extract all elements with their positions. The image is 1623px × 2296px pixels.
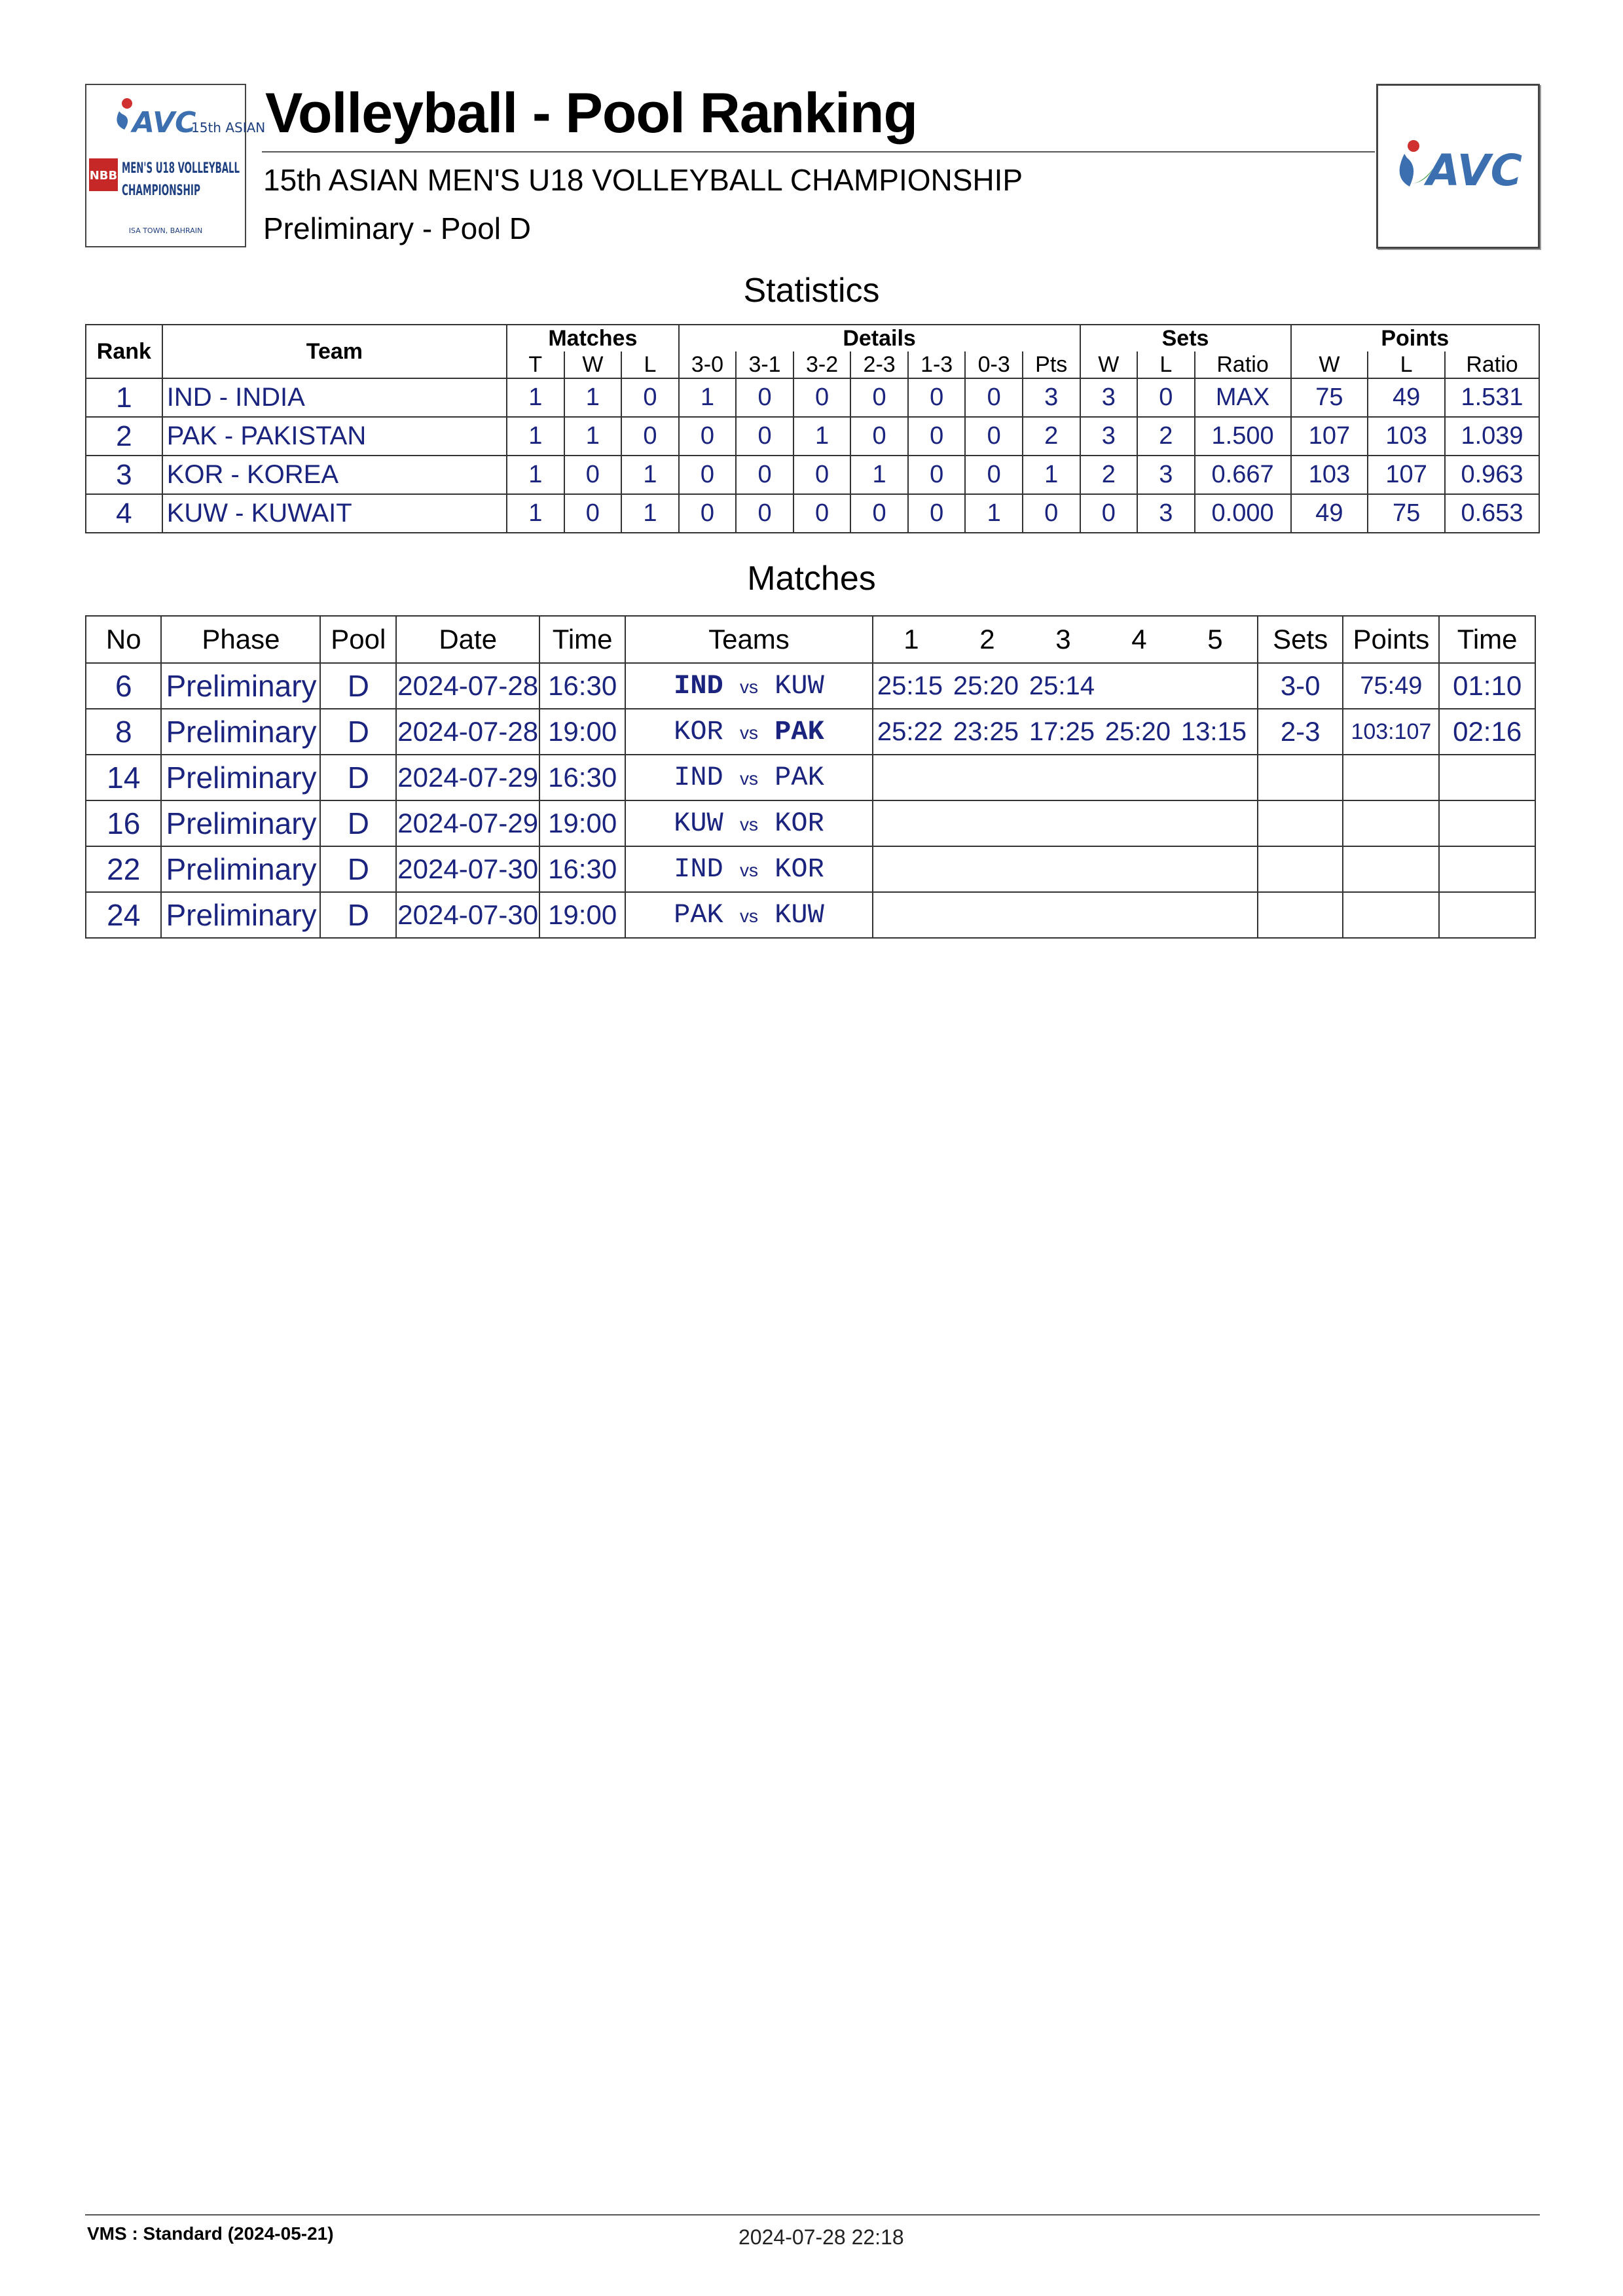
footer-version: VMS : Standard (2024-05-21) xyxy=(87,2223,334,2244)
match-time: 16:30 xyxy=(539,755,625,800)
home-team: IND xyxy=(674,762,723,793)
away-team: PAK xyxy=(775,762,824,793)
match-sets-result xyxy=(1258,800,1343,846)
page-title: Volleyball - Pool Ranking xyxy=(265,82,917,145)
team-cell: PAK - PAKISTAN xyxy=(162,417,507,456)
home-team: PAK xyxy=(674,899,723,931)
match-time: 19:00 xyxy=(539,800,625,846)
stat-cell: 0 xyxy=(736,494,793,533)
team-cell: KUW - KUWAIT xyxy=(162,494,507,533)
stat-cell: 0 xyxy=(1137,378,1195,417)
vs-label: vs xyxy=(739,768,758,789)
match-row xyxy=(86,800,1535,846)
svg-text:ISA TOWN, BAHRAIN: ISA TOWN, BAHRAIN xyxy=(128,226,203,235)
subheader-cell: W xyxy=(564,351,622,378)
set-score: 13:15 xyxy=(1180,717,1247,746)
stat-cell: 0 xyxy=(621,417,679,456)
match-time: 19:00 xyxy=(539,892,625,938)
svg-text:CHAMPIONSHIP: CHAMPIONSHIP xyxy=(122,183,200,199)
match-row xyxy=(86,892,1535,938)
subheader-cell: L xyxy=(1368,351,1445,378)
stat-cell: 3 xyxy=(1023,378,1080,417)
stat-cell: 0 xyxy=(736,456,793,494)
stat-cell: 0 xyxy=(679,494,737,533)
avc-logo xyxy=(1376,84,1540,249)
match-phase: Preliminary xyxy=(161,755,320,800)
match-teams xyxy=(625,663,873,709)
stat-cell: 0 xyxy=(679,456,737,494)
match-points-result xyxy=(1343,800,1439,846)
stat-cell: 0 xyxy=(850,494,908,533)
stat-cell: 1 xyxy=(965,494,1023,533)
match-sets-result: 2-3 xyxy=(1258,709,1343,755)
stat-cell: 1 xyxy=(621,494,679,533)
stat-cell: 2 xyxy=(1080,456,1138,494)
match-teams xyxy=(625,755,873,800)
stat-cell: 3 xyxy=(1137,456,1195,494)
svg-text:MEN'S U18 VOLLEYBALL: MEN'S U18 VOLLEYBALL xyxy=(122,160,240,177)
match-date: 2024-07-30 xyxy=(396,892,539,938)
subheader-cell: Ratio xyxy=(1445,351,1539,378)
match-date: 2024-07-29 xyxy=(396,755,539,800)
stat-cell: 107 xyxy=(1368,456,1445,494)
footer-divider xyxy=(85,2214,1540,2215)
header-points-result: Points xyxy=(1343,616,1439,663)
header-matches: Matches xyxy=(507,325,679,351)
match-row xyxy=(86,755,1535,800)
home-team: IND xyxy=(674,670,723,702)
statistics-table xyxy=(85,324,1540,533)
stat-cell: 75 xyxy=(1368,494,1445,533)
subheader-cell: L xyxy=(621,351,679,378)
stat-cell: 1 xyxy=(507,494,564,533)
subheader-cell: 0-3 xyxy=(965,351,1023,378)
set-score: 25:20 xyxy=(953,671,1019,700)
match-points-result xyxy=(1343,892,1439,938)
away-team: KOR xyxy=(775,808,824,839)
subheader-cell: 2-3 xyxy=(850,351,908,378)
stat-cell: 1.500 xyxy=(1195,417,1291,456)
subheader-cell: Pts xyxy=(1023,351,1080,378)
title-divider xyxy=(262,151,1375,152)
set-score: 25:14 xyxy=(1029,671,1095,700)
header-sets-result: Sets xyxy=(1258,616,1343,663)
stat-cell: 0.000 xyxy=(1195,494,1291,533)
header-points: Points xyxy=(1291,325,1539,351)
standings-row xyxy=(86,494,1539,533)
set-scores xyxy=(873,800,1258,846)
stat-cell: 0 xyxy=(679,417,737,456)
team-cell: IND - INDIA xyxy=(162,378,507,417)
stat-cell: 3 xyxy=(1080,378,1138,417)
stat-cell: 0 xyxy=(965,378,1023,417)
stat-cell: 0 xyxy=(965,456,1023,494)
rank-cell: 2 xyxy=(86,417,162,456)
match-time: 16:30 xyxy=(539,846,625,892)
match-duration xyxy=(1439,755,1535,800)
match-sets-result xyxy=(1258,892,1343,938)
match-sets-result xyxy=(1258,846,1343,892)
stat-cell: 1 xyxy=(564,417,622,456)
stat-cell: 49 xyxy=(1291,494,1368,533)
header-rank: Rank xyxy=(86,325,162,378)
stat-cell: 1 xyxy=(507,417,564,456)
subheader-cell: W xyxy=(1291,351,1368,378)
match-duration: 01:10 xyxy=(1439,663,1535,709)
stat-cell: 1 xyxy=(507,378,564,417)
standings-row xyxy=(86,417,1539,456)
footer-timestamp: 2024-07-28 22:18 xyxy=(739,2225,904,2249)
match-sets-result: 3-0 xyxy=(1258,663,1343,709)
subheader-cell: 1-3 xyxy=(908,351,966,378)
match-duration: 02:16 xyxy=(1439,709,1535,755)
stat-cell: 0.667 xyxy=(1195,456,1291,494)
matches-title: Matches xyxy=(747,560,876,598)
match-phase: Preliminary xyxy=(161,800,320,846)
set-score: 23:25 xyxy=(953,717,1019,746)
championship-logo xyxy=(85,84,266,247)
championship-name: 15th ASIAN MEN'S U18 VOLLEYBALL CHAMPIONSHIP xyxy=(263,163,1023,197)
match-phase: Preliminary xyxy=(161,709,320,755)
header-duration: Time xyxy=(1439,616,1535,663)
match-duration xyxy=(1439,846,1535,892)
vs-label: vs xyxy=(739,860,758,880)
match-number: 16 xyxy=(86,800,161,846)
match-pool: D xyxy=(320,846,396,892)
match-pool: D xyxy=(320,663,396,709)
standings-row xyxy=(86,456,1539,494)
stat-cell: 1 xyxy=(850,456,908,494)
stat-cell: 1 xyxy=(621,456,679,494)
match-phase: Preliminary xyxy=(161,846,320,892)
stat-cell: 0 xyxy=(793,456,851,494)
header-set-2: 2 xyxy=(979,624,995,655)
match-row xyxy=(86,846,1535,892)
stat-cell: 103 xyxy=(1291,456,1368,494)
match-number: 24 xyxy=(86,892,161,938)
away-team: KUW xyxy=(775,899,824,931)
pool-phase: Preliminary - Pool D xyxy=(263,211,531,245)
stat-cell: 1 xyxy=(679,378,737,417)
stat-cell: 0 xyxy=(850,417,908,456)
stat-cell: 0 xyxy=(736,417,793,456)
stat-cell: 0.653 xyxy=(1445,494,1539,533)
stat-cell: 1 xyxy=(507,456,564,494)
set-scores xyxy=(873,709,1258,755)
match-date: 2024-07-29 xyxy=(396,800,539,846)
set-scores xyxy=(873,846,1258,892)
match-teams xyxy=(625,846,873,892)
stat-cell: 103 xyxy=(1368,417,1445,456)
match-date: 2024-07-28 xyxy=(396,709,539,755)
match-row xyxy=(86,709,1535,755)
header-pool: Pool xyxy=(320,616,396,663)
match-pool: D xyxy=(320,709,396,755)
stat-cell: 0 xyxy=(793,494,851,533)
header-date: Date xyxy=(396,616,539,663)
matches-table xyxy=(85,615,1536,939)
match-duration xyxy=(1439,892,1535,938)
set-score: 25:20 xyxy=(1104,717,1171,746)
match-number: 6 xyxy=(86,663,161,709)
set-score: 25:15 xyxy=(877,671,943,700)
match-pool: D xyxy=(320,755,396,800)
set-score: 17:25 xyxy=(1029,717,1095,746)
match-time: 19:00 xyxy=(539,709,625,755)
stat-cell: 0 xyxy=(908,494,966,533)
match-pool: D xyxy=(320,892,396,938)
match-teams xyxy=(625,800,873,846)
header-details: Details xyxy=(679,325,1080,351)
match-number: 22 xyxy=(86,846,161,892)
set-scores xyxy=(873,892,1258,938)
match-time: 16:30 xyxy=(539,663,625,709)
header-set-4: 4 xyxy=(1131,624,1147,655)
stat-cell: 1 xyxy=(1023,456,1080,494)
match-number: 8 xyxy=(86,709,161,755)
stat-cell: 0 xyxy=(736,378,793,417)
match-pool: D xyxy=(320,800,396,846)
subheader-cell: 3-2 xyxy=(793,351,851,378)
match-phase: Preliminary xyxy=(161,892,320,938)
home-team: IND xyxy=(674,853,723,885)
header-set-1: 1 xyxy=(903,624,919,655)
subheader-cell: L xyxy=(1137,351,1195,378)
vs-label: vs xyxy=(739,677,758,697)
match-duration xyxy=(1439,800,1535,846)
header-no: No xyxy=(86,616,161,663)
match-sets-result xyxy=(1258,755,1343,800)
matches-header-row xyxy=(86,616,1535,663)
header-time: Time xyxy=(539,616,625,663)
stat-cell: 0 xyxy=(908,456,966,494)
logo-avc-text: AVC xyxy=(132,106,196,139)
stat-cell: 0 xyxy=(621,378,679,417)
header-sets: Sets xyxy=(1080,325,1291,351)
stat-cell: 1.531 xyxy=(1445,378,1539,417)
match-date: 2024-07-30 xyxy=(396,846,539,892)
match-date: 2024-07-28 xyxy=(396,663,539,709)
standings-row xyxy=(86,378,1539,417)
subheader-cell: W xyxy=(1080,351,1138,378)
avc-logo-text: AVC xyxy=(1427,145,1523,196)
set-score: 25:22 xyxy=(877,717,943,746)
stat-cell: 1.039 xyxy=(1445,417,1539,456)
stat-cell: 75 xyxy=(1291,378,1368,417)
stat-cell: 107 xyxy=(1291,417,1368,456)
match-points-result xyxy=(1343,755,1439,800)
stat-cell: 1 xyxy=(564,378,622,417)
rank-cell: 1 xyxy=(86,378,162,417)
home-team: KOR xyxy=(674,716,723,747)
statistics-group-header xyxy=(86,325,1539,351)
subheader-cell: 3-0 xyxy=(679,351,737,378)
header-phase: Phase xyxy=(161,616,320,663)
stat-cell: 2 xyxy=(1023,417,1080,456)
stat-cell: 2 xyxy=(1137,417,1195,456)
stat-cell: 3 xyxy=(1137,494,1195,533)
match-number: 14 xyxy=(86,755,161,800)
vs-label: vs xyxy=(739,906,758,926)
away-team: KOR xyxy=(775,853,824,885)
header-set-5: 5 xyxy=(1207,624,1223,655)
rank-cell: 4 xyxy=(86,494,162,533)
subheader-cell: Ratio xyxy=(1195,351,1291,378)
statistics-title: Statistics xyxy=(743,272,880,310)
header-set-3: 3 xyxy=(1055,624,1071,655)
team-cell: KOR - KOREA xyxy=(162,456,507,494)
match-row xyxy=(86,663,1535,709)
subheader-cell: 3-1 xyxy=(736,351,793,378)
away-team: PAK xyxy=(775,716,824,747)
stat-cell: 0 xyxy=(564,456,622,494)
vs-label: vs xyxy=(739,723,758,743)
header-team: Team xyxy=(162,325,507,378)
subheader-cell: T xyxy=(507,351,564,378)
stat-cell: 0 xyxy=(965,417,1023,456)
match-teams xyxy=(625,892,873,938)
stat-cell: 0 xyxy=(793,378,851,417)
stat-cell: 0.963 xyxy=(1445,456,1539,494)
svg-text:NBB: NBB xyxy=(89,169,118,183)
match-points-result: 75:49 xyxy=(1343,663,1439,709)
stat-cell: 1 xyxy=(793,417,851,456)
match-phase: Preliminary xyxy=(161,663,320,709)
stat-cell: 3 xyxy=(1080,417,1138,456)
stat-cell: 49 xyxy=(1368,378,1445,417)
vs-label: vs xyxy=(739,814,758,834)
match-teams xyxy=(625,709,873,755)
stat-cell: 0 xyxy=(908,417,966,456)
stat-cell: 0 xyxy=(850,378,908,417)
match-points-result: 103:107 xyxy=(1343,709,1439,755)
set-scores xyxy=(873,755,1258,800)
header-teams: Teams xyxy=(625,616,873,663)
svg-text:15th ASIAN: 15th ASIAN xyxy=(191,120,266,135)
stat-cell: 0 xyxy=(908,378,966,417)
away-team: KUW xyxy=(775,670,824,702)
match-points-result xyxy=(1343,846,1439,892)
header-set-numbers xyxy=(873,616,1258,663)
stat-cell: MAX xyxy=(1195,378,1291,417)
set-scores xyxy=(873,663,1258,709)
home-team: KUW xyxy=(674,808,723,839)
stat-cell: 0 xyxy=(564,494,622,533)
rank-cell: 3 xyxy=(86,456,162,494)
stat-cell: 0 xyxy=(1023,494,1080,533)
stat-cell: 0 xyxy=(1080,494,1138,533)
